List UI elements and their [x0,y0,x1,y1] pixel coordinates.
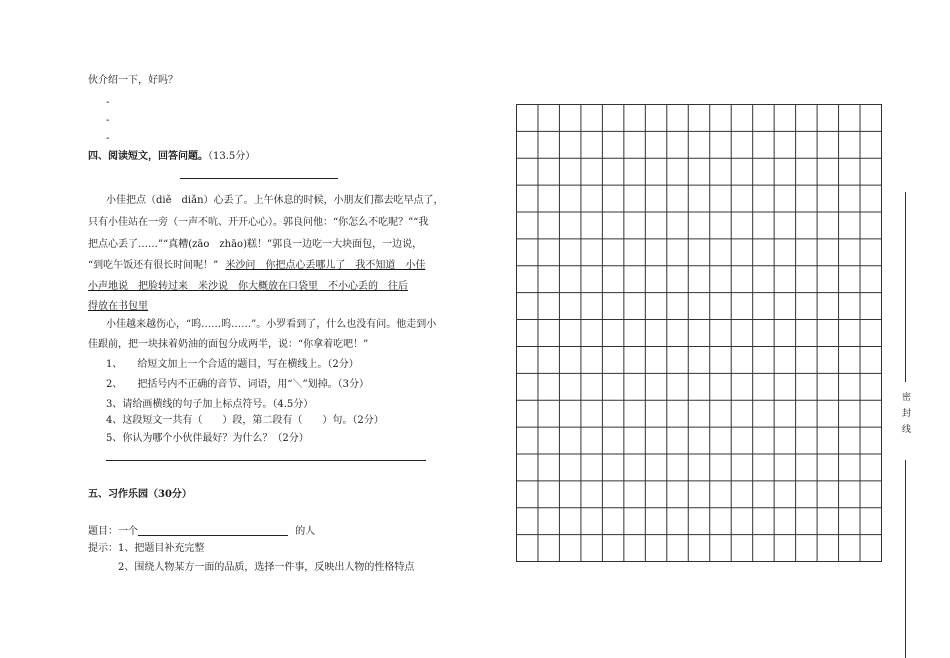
section5-title: 五、习作乐园（30分） [88,489,192,500]
underlined-sentence: 米沙问 你把点心丢哪儿了 我不知道 小佳 [225,260,426,271]
hint-2: 2、围绕人物某方一面的品质，选择一件事，反映出人物的性格特点 [118,562,415,573]
seal-char: 封 [902,409,912,419]
topic-suffix: 的人 [295,526,316,537]
answer-dash: - [106,115,110,126]
seal-line-top [905,192,906,382]
answer-dash: - [106,133,110,144]
topic-blank[interactable] [138,524,288,536]
seal-char: 线 [902,425,912,435]
section4-heading [88,150,255,164]
title-answer-line [180,178,338,179]
question-5: 5、你认为哪个小伙伴最好？为什么？（2分） [106,433,309,444]
passage-line: 只有小佳站在一旁（一声不吭、开开心心）。郭良问他：“你怎么不吃呢？”“我 [88,217,429,228]
topic-line [88,524,315,539]
intro-text: 伙介绍一下，好吗？ [88,75,178,86]
passage-line: 小佳越来越伤心，“呜……呜……”。小罗看到了，什么也没有问。他走到小 [106,319,437,330]
passage-line: 小佳把点（diě diǎn）心丢了。上午休息的时候，小朋友们都去吃早点了， [106,195,444,206]
seal-line-bottom [905,460,906,658]
passage-line: 佳跟前，把一块抹着奶油的面包分成两半，说：“你拿着吃吧！” [88,339,369,350]
question-2: 2、 把括号内不正确的音节、词语，用“＼”划掉。（3分） [106,379,369,390]
underlined-sentence: 得放在书包里 [88,301,148,312]
writing-grid-svg [516,104,882,562]
seal-char: 密 [902,393,912,403]
writing-grid[interactable] [516,104,882,562]
answer-line [106,460,426,461]
answer-dash: - [106,97,110,108]
section4-score: （13.5分） [208,151,256,162]
topic-prefix: 题目：一个 [88,526,138,537]
hint-1: 提示：1、把题目补充完整 [88,543,205,554]
passage-line: 把点心丢了……”“真糟(zāo zhāo)糕！”郭良一边吃一大块面包，一边说， [88,239,423,250]
section4-title: 四、阅读短文，回答问题。 [88,151,208,162]
question-3: 3、请给画横线的句子加上标点符号。（4.5分） [106,399,314,410]
underlined-sentence: 小声地说 把脸转过来 米沙说 你大概放在口袋里 不小心丢的 往后 [88,281,408,292]
passage-quote: “到吃午饭还有很长时间呢！” [88,260,219,271]
question-1: 1、 给短文加上一个合适的题目，写在横线上。（2分） [106,359,359,370]
passage-line [88,259,425,273]
question-4: 4、这段短文一共有（ ）段，第二段有（ ）句。（2分） [106,415,384,426]
